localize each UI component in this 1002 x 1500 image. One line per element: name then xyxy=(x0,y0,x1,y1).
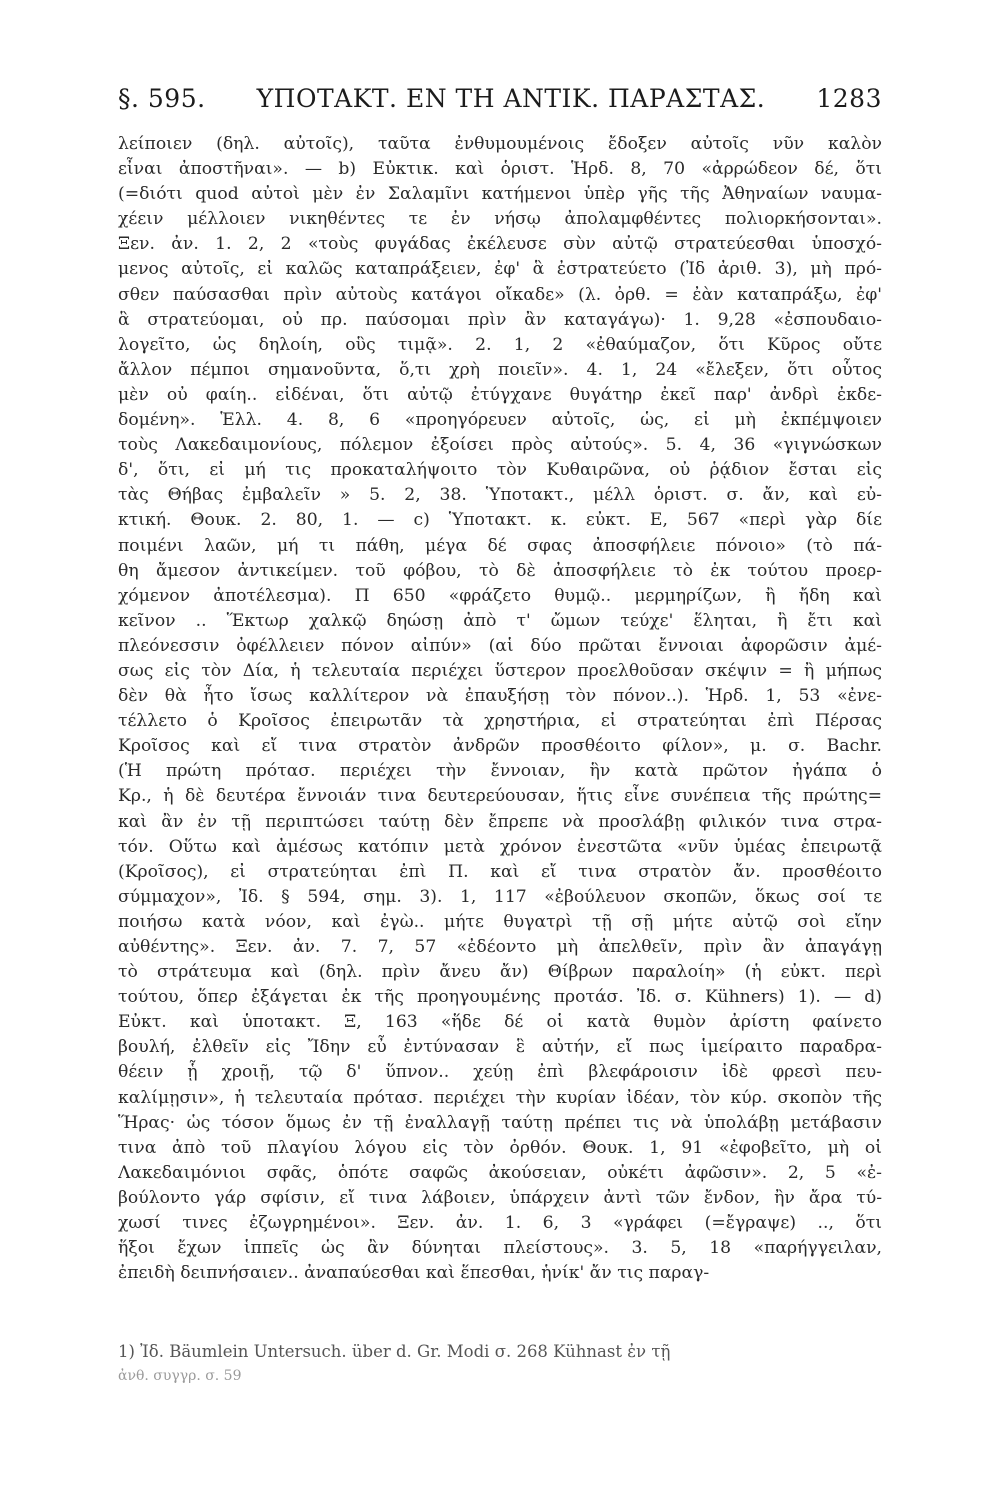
text-line: χόμενον ἀποτέλεσμα). Π 650 «φράζετο θυμῷ.. μερμηρίζων, ἢ ἤδη καὶ xyxy=(118,585,882,606)
text-line: σθεν παύσασθαι πρὶν αὐτοὺς κατάγοι οἴκαδε» (λ. ὀρθ. = ἐὰν καταπράξω, ἐφ' xyxy=(118,284,882,305)
text-line: (Ἡ πρώτη πρότασ. περιέχει τὴν ἔννοιαν, ἣν κατὰ πρῶτον ἠγάπα ὁ xyxy=(118,761,882,782)
page-number: 1283 xyxy=(816,84,882,113)
text-line: ποιμένι λαῶν, μή τι πάθη, μέγα δέ σφας ἀποσφήλειε πόνοιο» (τὸ πά- xyxy=(118,535,882,556)
running-header xyxy=(118,84,882,120)
text-line: τὰς Θήβας ἐμβαλεῖν » 5. 2, 38. Ὑποτακτ., μέλλ ὁριστ. σ. ἄν, καὶ εὐ- xyxy=(118,485,882,506)
section-number: §. 595. xyxy=(118,84,206,113)
text-line: Κροῖσος καὶ εἴ τινα στρατὸν ἀνδρῶν προσθέοιτο φίλον», μ. σ. Bachr. xyxy=(118,736,882,757)
text-line: θέειν ᾗ χροιῇ, τῷ δ' ὕπνον.. χεύῃ ἐπὶ βλεφάροισιν ἰδὲ φρεσὶ πευ- xyxy=(118,1062,882,1083)
text-line: ἥξοι ἔχων ἱππεῖς ὡς ἂν δύνηται πλείστους». 3. 5, 18 «παρήγγειλαν, xyxy=(118,1238,882,1259)
running-title: ΥΠΟΤΑΚΤ. ΕΝ ΤΗ ΑΝΤΙΚ. ΠΑΡΑΣΤΑΣ. xyxy=(256,84,766,113)
footnotes xyxy=(118,1340,882,1388)
text-line: Ἥρας· ὡς τόσον ὅμως ἐν τῇ ἐναλλαγῇ ταύτῃ πρέπει τις νὰ ὑπολάβῃ μετάβασιν xyxy=(118,1112,882,1133)
text-line: σύμμαχον», Ἰδ. § 594, σημ. 3). 1, 117 «ἐβούλευον σκοπῶν, ὅκως σοί τε xyxy=(118,886,882,907)
text-line: χωσί τινες ἐζωγρημένοι». Ξεν. ἀν. 1. 6, 3 «γράφει (=ἔγραψε) .., ὅτι xyxy=(118,1213,882,1234)
text-line: λείποιεν (δηλ. αὐτοῖς), ταῦτα ἐνθυμουμένοις ἔδοξεν αὐτοῖς νῦν καλὸν xyxy=(118,134,882,154)
text-line: Εὐκτ. καὶ ὑποτακτ. Ξ, 163 «ἥδε δέ οἱ κατὰ θυμὸν ἀρίστη φαίνετο xyxy=(118,1012,882,1033)
text-line: ἐπειδὴ δειπνήσαιεν.. ἀναπαύεσθαι καὶ ἕπεσθαι, ἡνίκ' ἄν τις παραγ- xyxy=(118,1263,710,1284)
text-line: τόν. Οὕτω καὶ ἀμέσως κατόπιν μετὰ χρόνον ἐνεστῶτα «νῦν ὑμέας ἐπειρωτᾷ xyxy=(118,836,882,857)
text-line: Ξεν. ἀν. 1. 2, 2 «τοὺς φυγάδας ἐκέλευσε σὺν αὐτῷ στρατεύεσθαι ὑποσχό- xyxy=(118,234,882,255)
text-line: καὶ ἂν ἐν τῇ περιπτώσει ταύτῃ δὲν ἔπρεπε νὰ προσλάβῃ φιλικόν τινα στρα- xyxy=(118,811,882,832)
text-line: Λακεδαιμόνιοι σφᾶς, ὁπότε σαφῶς ἀκούσειαν, οὐκέτι ἀφῶσιν». 2, 5 «ἐ- xyxy=(118,1162,882,1183)
text-line: τέλλετο ὁ Κροῖσος ἐπειρωτᾶν τὰ χρηστήρια, εἰ στρατεύηται ἐπὶ Πέρσας xyxy=(118,711,882,732)
text-line: δομένη». Ἑλλ. 4. 8, 6 «προηγόρευεν αὐτοῖς, ὡς, εἰ μὴ ἐκπέμψοιεν xyxy=(118,410,882,431)
text-line: (=διότι quod αὐτοὶ μὲν ἐν Σαλαμῖνι κατήμενοι ὑπὲρ γῆς τῆς Ἀθηναίων ναυμα- xyxy=(118,184,882,205)
text-line: ποιήσω κατὰ νόον, καὶ ἐγὼ.. μήτε θυγατρὶ τῇ σῇ μήτε αὐτῷ σοὶ εἴην xyxy=(118,911,882,932)
text-line: δὲν θὰ ἦτο ἴσως καλλίτερον νὰ ἐπαυξήσῃ τὸν πόνον..). Ἡρδ. 1, 53 «ἐνε- xyxy=(118,686,882,707)
text-line: ἄλλον πέμποι σημανοῦντα, ὅ,τι χρὴ ποιεῖν». 4. 1, 24 «ἔλεξεν, ὅτι οὗτος xyxy=(118,359,882,380)
text-line: καλίμῃσιν», ἡ τελευταία πρότασ. περιέχει τὴν κυρίαν ἰδέαν, τὸν κύρ. σκοπὸν τῆς xyxy=(118,1087,882,1108)
text-line: λογεῖτο, ὡς δηλοίη, οὓς τιμᾷ». 2. 1, 2 «ἐθαύμαζον, ὅτι Κῦρος οὔτε xyxy=(118,334,882,355)
main-text xyxy=(118,132,882,1286)
text-line: χέειν μέλλοιεν νικηθέντες τε ἐν νήσῳ ἀπολαμφθέντες πολιορκήσονται». xyxy=(118,209,882,230)
text-line: ἃ στρατεύομαι, οὐ πρ. παύσομαι πρὶν ἂν καταγάγω)· 1. 9,28 «ἐσπουδαιο- xyxy=(118,309,882,330)
text-line: Κρ., ἡ δὲ δευτέρα ἔννοιάν τινα δευτερεύουσαν, ἥτις εἶνε συνέπεια τῆς πρώτης= xyxy=(118,786,882,807)
text-line: κτική. Θουκ. 2. 80, 1. — c) Ὑποτακτ. κ. εὐκτ. Ε, 567 «περὶ γὰρ δίε xyxy=(118,510,882,531)
text-line: θη ἄμεσον ἀντικείμεν. τοῦ φόβου, τὸ δὲ ἀποσφήλειε τὸ ἐκ τούτου προερ- xyxy=(118,560,882,581)
text-line: βουλή, ἐλθεῖν εἰς Ἴδην εὖ ἐντύνασαν ἓ αὐτήν, εἴ πως ἱμείραιτο παραδρα- xyxy=(118,1037,882,1058)
text-line: δ', ὅτι, εἰ μή τις προκαταλήψοιτο τὸν Κυθαιρῶνα, οὐ ῥᾴδιον ἔσται εἰς xyxy=(118,460,882,481)
text-line: κεῖνον .. Ἕκτωρ χαλκῷ δηώσῃ ἀπὸ τ' ὤμων τεύχε' ἕληται, ἢ ἔτι καὶ xyxy=(118,610,882,631)
text-line: τούτου, ὅπερ ἐξάγεται ἐκ τῆς προηγουμένης προτάσ. Ἰδ. σ. Kühners) 1). — d) xyxy=(118,987,882,1008)
text-line: (Κροῖσος), εἰ στρατεύηται ἐπὶ Π. καὶ εἴ τινα στρατὸν ἄν. προσθέοιτο xyxy=(118,861,882,882)
text-line: τινα ἀπὸ τοῦ πλαγίου λόγου εἰς τὸν ὀρθόν. Θουκ. 1, 91 «ἐφοβεῖτο, μὴ οἱ xyxy=(118,1137,882,1158)
text-line: σως εἰς τὸν Δία, ἡ τελευταία περιέχει ὕστερον προελθοῦσαν σκέψιν = ἢ μήπως xyxy=(118,660,882,681)
text-line: εἶναι ἀποστῆναι». — b) Εὐκτικ. καὶ ὁριστ. Ἡρδ. 8, 70 «ἀρρώδεον δέ, ὅτι xyxy=(118,159,882,180)
text-line: πλεόνεσσιν ὀφέλλειεν πόνον αἰπύν» (αἱ δύο πρῶται ἔννοιαι ἀφορῶσιν ἀμέ- xyxy=(118,635,882,656)
footnote-line: 1) Ἰδ. Bäumlein Untersuch. über d. Gr. Modi σ. 268 Kühnast ἐν τῇ xyxy=(118,1342,671,1361)
text-line: μὲν οὐ φαίη.. εἰδέναι, ὅτι αὐτῷ ἐτύγχανε θυγάτηρ ἐκεῖ παρ' ἀνδρὶ ἐκδε- xyxy=(118,384,882,405)
text-line: μενος αὐτοῖς, εἰ καλῶς καταπράξειεν, ἐφ' ἃ ἐστρατεύετο (Ἰδ ἀριθ. 3), μὴ πρό- xyxy=(118,259,882,280)
text-line: βούλοντο γάρ σφίσιν, εἴ τινα λάβοιεν, ὑπάρχειν ἀντὶ τῶν ἔνδον, ἢν ἄρα τύ- xyxy=(118,1187,882,1208)
text-line: αὐθέντης». Ξεν. ἀν. 7. 7, 57 «ἐδέοντο μὴ ἀπελθεῖν, πρὶν ἂν ἀπαγάγῃ xyxy=(118,937,882,957)
text-line: τὸ στράτευμα καὶ (δηλ. πρὶν ἄνευ ἄν) Θίβρων παραλοίη» (ἡ εὐκτ. περὶ xyxy=(118,962,882,983)
footnote-line: ἀνθ. συγγρ. σ. 59 xyxy=(118,1368,242,1384)
text-line: τοὺς Λακεδαιμονίους, πόλεμον ἐξοίσει πρὸς αὐτούς». 5. 4, 36 «γιγνώσκων xyxy=(118,435,882,456)
